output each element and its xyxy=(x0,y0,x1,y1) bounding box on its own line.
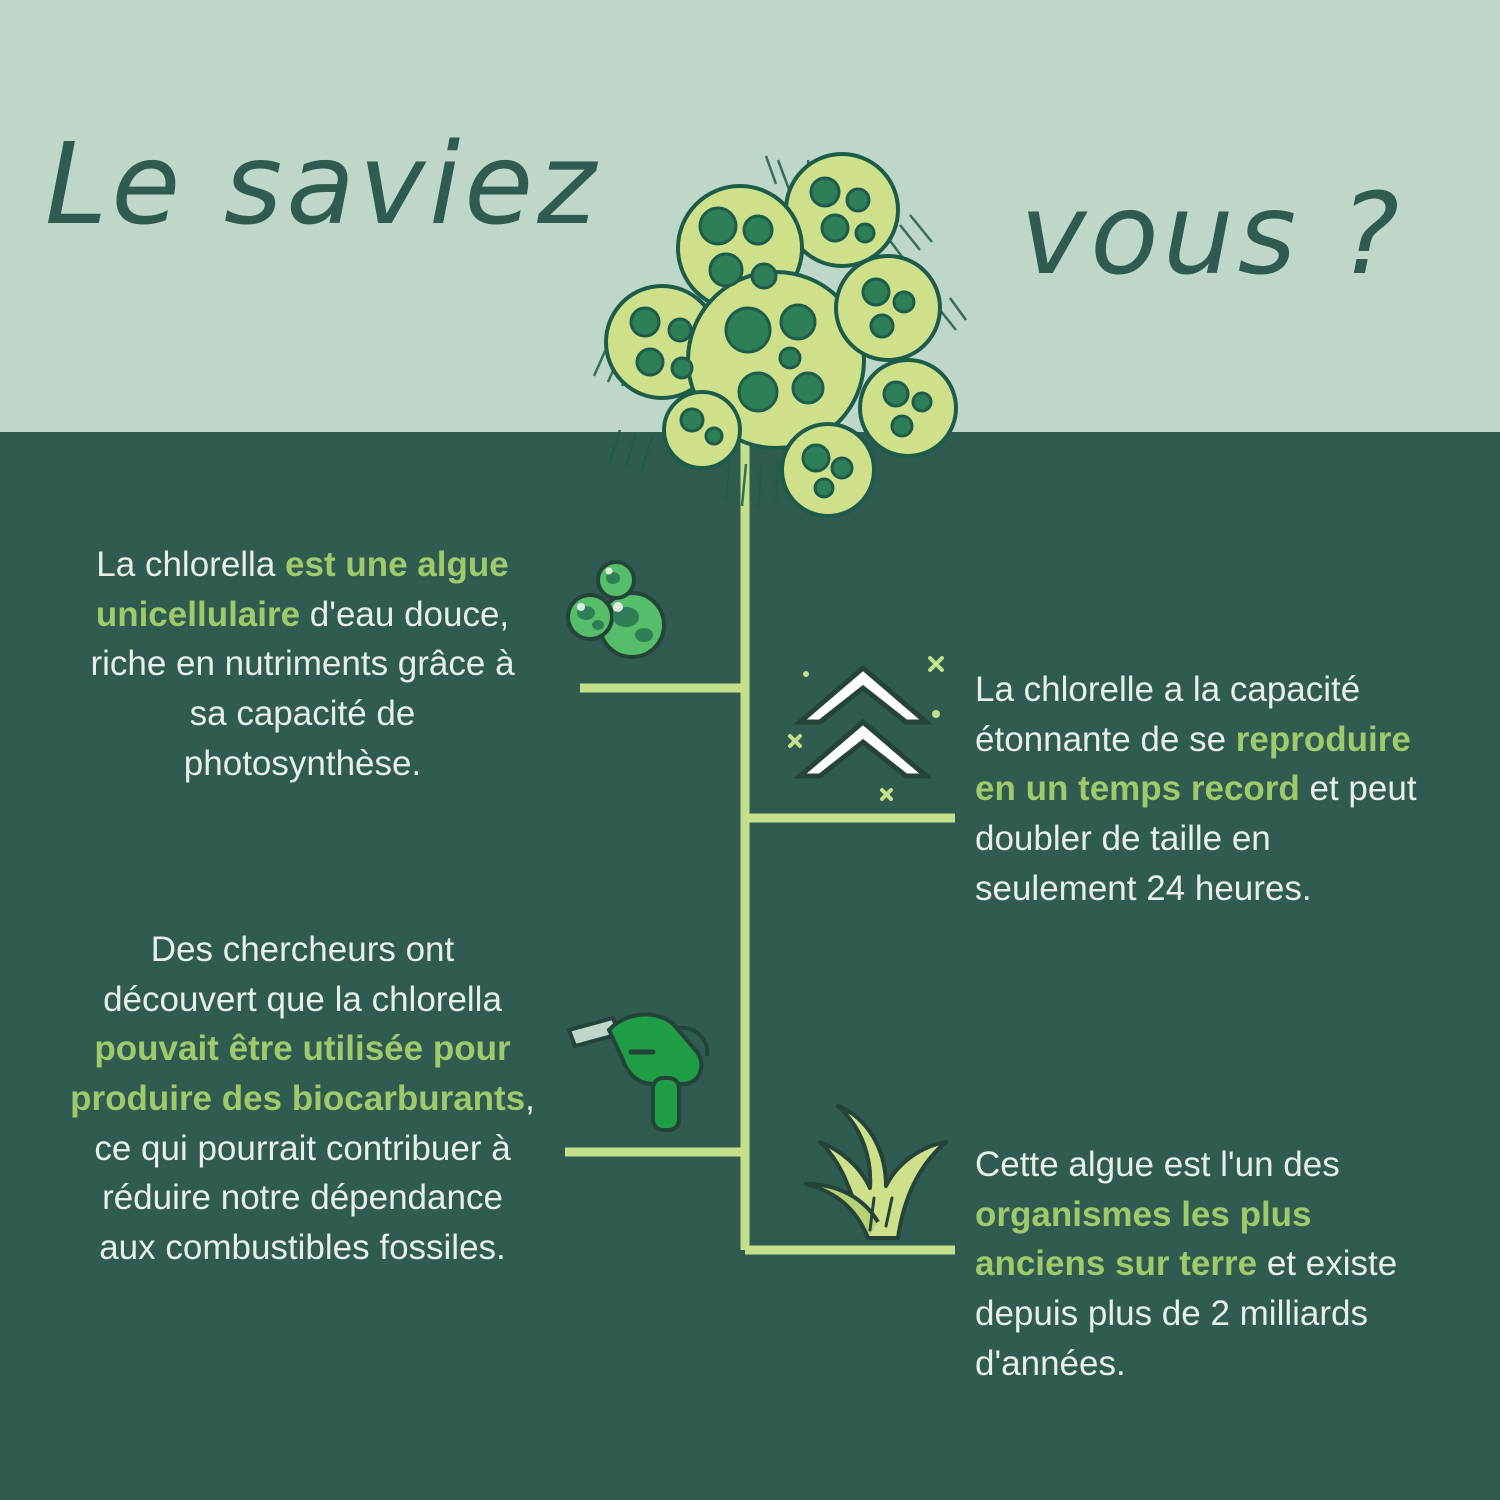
fact-plain: et peut doubler de taille en seulement 24 heures. xyxy=(975,769,1417,908)
fact-plain: , ce qui pourrait contribuer à réduire notre dépendance aux combustibles fossiles. xyxy=(94,1079,535,1268)
page-title-part2: vous ? xyxy=(1020,170,1404,300)
fact-highlight: pouvait être utilisée pour produire des biocarburants xyxy=(70,1029,526,1119)
fact-highlight: reproduire en un temps record xyxy=(975,719,1411,809)
fact-text-1 xyxy=(70,540,535,788)
fact-plain: d'eau douce, riche en nutriments grâce à sa capacité de photosynthèse. xyxy=(90,594,515,783)
fact-highlight: est une algue unicellulaire xyxy=(95,545,509,634)
fact-text-4 xyxy=(975,1140,1445,1388)
fact-plain: La chlorelle a la capacité étonnante de se xyxy=(975,670,1361,759)
fact-text-2 xyxy=(975,665,1435,913)
fact-highlight: organismes les plus anciens sur terre xyxy=(975,1194,1312,1284)
page-title-part1: Le saviez xyxy=(45,120,600,250)
fact-plain: et existe depuis plus de 2 milliards d'années. xyxy=(975,1244,1398,1383)
fact-plain: Cette algue est l'un des xyxy=(975,1145,1340,1184)
chlorella-cells-illustration xyxy=(490,130,1010,550)
fact-plain: Des chercheurs ont découvert que la chlorella xyxy=(103,930,502,1019)
seaweed-icon xyxy=(782,1080,957,1245)
double-chevron-up-icon xyxy=(778,640,948,810)
algae-cells-icon xyxy=(560,555,690,665)
fact-plain: La chlorella xyxy=(96,545,286,584)
fuel-nozzle-icon xyxy=(557,1000,722,1140)
fact-text-3 xyxy=(70,925,535,1273)
